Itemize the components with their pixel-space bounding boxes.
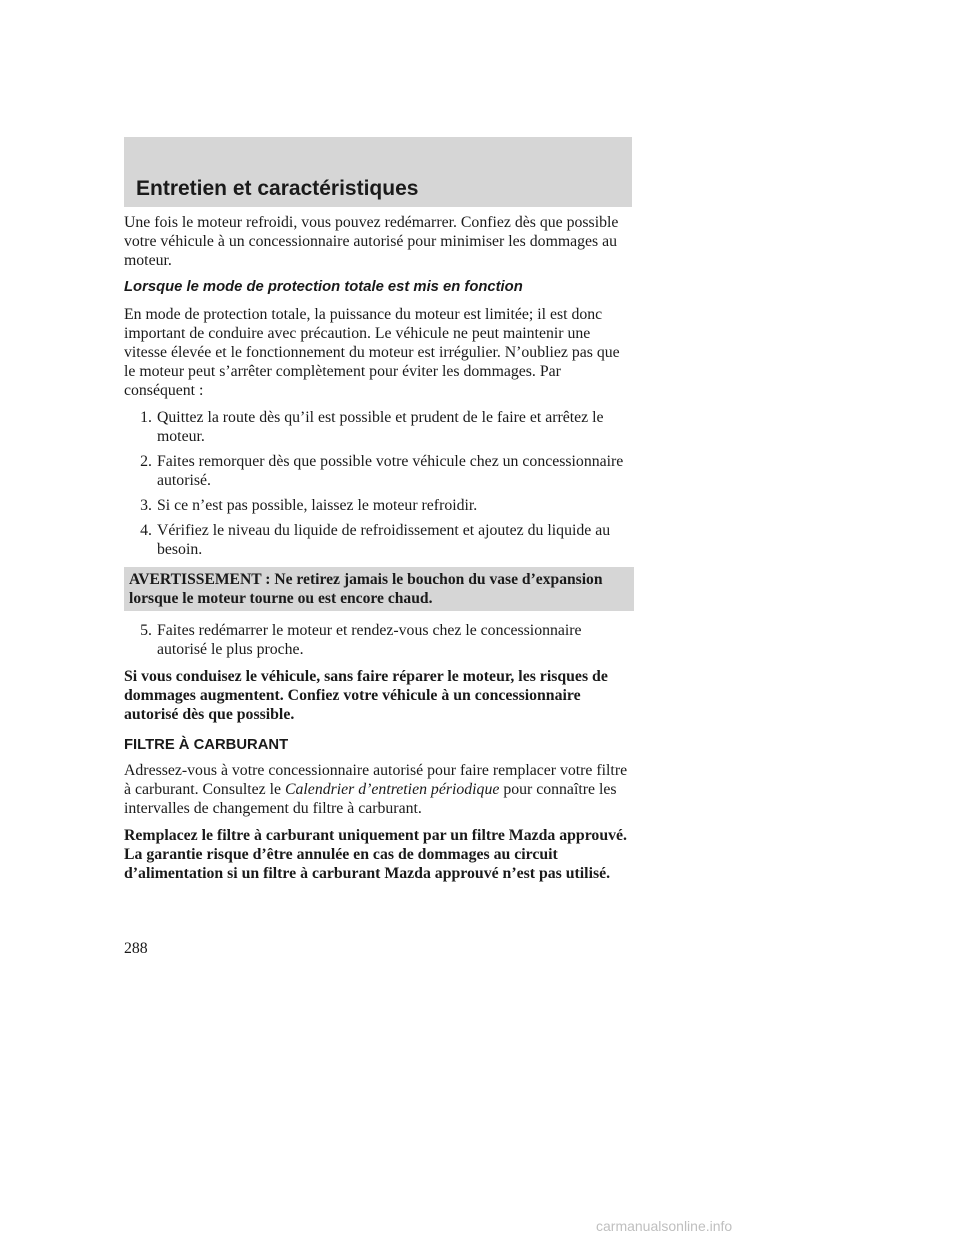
steps-list [124, 408, 634, 559]
paragraph-fuel-filter [124, 761, 634, 818]
page-content [124, 213, 634, 891]
list-item [124, 621, 634, 659]
step-text: Vérifiez le niveau du liquide de refroidissement et ajoutez du liquide au besoin. [157, 522, 611, 558]
fuel-filter-text-end: pour connaître les intervalles de changement du filtre à carburant. [124, 781, 617, 817]
watermark: carmanualsonline.info [596, 1218, 733, 1234]
steps-list-continued [124, 621, 634, 659]
paragraph-fuel-filter-warranty: Remplacez le filtre à carburant uniquement par un filtre Mazda approuvé. La garantie risque d’être annulée en cas de dommages au circuit d’alimentation si un filtre à carburant Mazda approuvé n’est pas utilisé. [124, 827, 627, 882]
list-item [124, 408, 634, 446]
page-number: 288 [124, 940, 148, 957]
page-title: Entretien et caractéristiques [136, 177, 419, 200]
step-number: 1. [140, 409, 152, 426]
paragraph-risk-warning: Si vous conduisez le véhicule, sans faire réparer le moteur, les risques de dommages augmentent. Confiez votre véhicule à un concessionnaire autorisé dès que possible. [124, 668, 608, 723]
list-item [124, 521, 634, 559]
step-text: Quittez la route dès qu’il est possible et prudent de le faire et arrêtez le moteur. [157, 409, 604, 445]
step-number: 4. [140, 522, 152, 539]
step-number: 3. [140, 497, 152, 514]
section-heading-fuel-filter: FILTRE À CARBURANT [124, 737, 289, 753]
subheading-total-protection: Lorsque le mode de protection totale est mis en fonction [124, 279, 523, 295]
maintenance-schedule-reference: Calendrier d’entretien périodique [284, 781, 500, 798]
paragraph-total-protection: En mode de protection totale, la puissance du moteur est limitée; il est donc important de conduire avec précaution. Le véhicule ne peut maintenir une vitesse élevée et le fonctionnement du moteur est irrégulier. N’oubliez pas que le moteur peut s’arrêter complètement pour éviter les dommages. Par conséquent : [124, 306, 620, 399]
fuel-filter-text-start: Adressez-vous à votre concessionnaire autorisé pour faire remplacer votre filtre à carburant. Consultez le [124, 762, 628, 798]
step-number: 5. [140, 622, 152, 639]
step-text: Faites remorquer dès que possible votre véhicule chez un concessionnaire autorisé. [157, 453, 624, 489]
step-text: Faites redémarrer le moteur et rendez-vous chez le concessionnaire autorisé le plus proche. [157, 622, 582, 658]
step-number: 2. [140, 453, 152, 470]
header-band [124, 137, 632, 207]
paragraph-restart: Une fois le moteur refroidi, vous pouvez redémarrer. Confiez dès que possible votre véhicule à un concessionnaire autorisé pour minimiser les dommages au moteur. [124, 214, 619, 269]
list-item [124, 496, 634, 515]
warning-box: AVERTISSEMENT : Ne retirez jamais le bouchon du vase d’expansion lorsque le moteur tourne ou est encore chaud. [124, 567, 634, 611]
list-item [124, 452, 634, 490]
step-text: Si ce n’est pas possible, laissez le moteur refroidir. [157, 497, 478, 514]
